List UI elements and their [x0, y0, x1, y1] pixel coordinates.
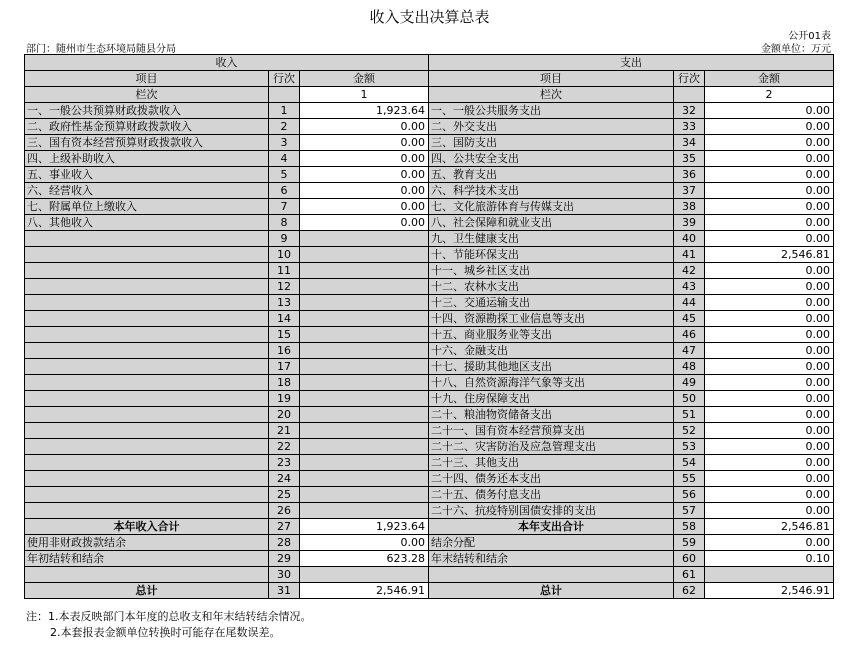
income-row-no: 30: [269, 567, 300, 583]
income-row-no: 2: [269, 119, 300, 135]
expense-amount: 0.00: [705, 423, 834, 439]
table-row: [25, 391, 834, 407]
expense-item: 八、社会保障和就业支出: [429, 215, 674, 231]
table-row: [25, 487, 834, 503]
expense-amount: 0.00: [705, 535, 834, 551]
income-item: [25, 279, 269, 295]
table-row: [25, 183, 834, 199]
column-number-row: [25, 87, 834, 103]
grand-total-expense-row-no: 62: [674, 583, 705, 599]
expense-item: 十九、住房保障支出: [429, 391, 674, 407]
expense-row-no: 61: [674, 567, 705, 583]
income-amount: [300, 439, 429, 455]
expense-item: 二十五、债务付息支出: [429, 487, 674, 503]
expense-amount: 0.00: [705, 215, 834, 231]
expense-item: 十一、城乡社区支出: [429, 263, 674, 279]
expense-row-no: 36: [674, 167, 705, 183]
expense-row-no: 51: [674, 407, 705, 423]
income-item: [25, 455, 269, 471]
income-item: [25, 295, 269, 311]
expense-amount: 0.00: [705, 183, 834, 199]
expense-row-no: 49: [674, 375, 705, 391]
table-row: [25, 103, 834, 119]
table-row: [25, 327, 834, 343]
expense-row-no: 32: [674, 103, 705, 119]
income-row-no: 29: [269, 551, 300, 567]
income-amount: [300, 343, 429, 359]
table-row: [25, 407, 834, 423]
expense-amount: 0.00: [705, 455, 834, 471]
expense-amount: 0.00: [705, 119, 834, 135]
table-row: [25, 231, 834, 247]
income-row-no: 7: [269, 199, 300, 215]
income-item: 七、附属单位上缴收入: [25, 199, 269, 215]
income-row-no: 22: [269, 439, 300, 455]
expense-amount-header: 金额: [705, 71, 834, 87]
expense-row-no: 40: [674, 231, 705, 247]
income-item: [25, 247, 269, 263]
expense-row-no: 50: [674, 391, 705, 407]
income-amount: 0.00: [300, 215, 429, 231]
page-title: 收入支出决算总表: [369, 8, 490, 26]
income-amount: [300, 231, 429, 247]
expense-row-no: 43: [674, 279, 705, 295]
income-item: 一、一般公共预算财政拨款收入: [25, 103, 269, 119]
income-amount: [300, 263, 429, 279]
income-amount: 0.00: [300, 119, 429, 135]
expense-row-no: 45: [674, 311, 705, 327]
income-row-no: 14: [269, 311, 300, 327]
table-row: [25, 455, 834, 471]
expense-item: 二十一、国有资本经营预算支出: [429, 423, 674, 439]
expense-row-no: 48: [674, 359, 705, 375]
income-item: [25, 263, 269, 279]
table-row: [25, 535, 834, 551]
income-row-no: 24: [269, 471, 300, 487]
income-lanci-label: 栏次: [25, 87, 269, 103]
expense-item: 十八、自然资源海洋气象等支出: [429, 375, 674, 391]
expense-row-no: 54: [674, 455, 705, 471]
income-row-no: 21: [269, 423, 300, 439]
expense-lanci-blank: [674, 87, 705, 103]
table-row: [25, 215, 834, 231]
expense-item: 二、外交支出: [429, 119, 674, 135]
expense-amount: 0.00: [705, 327, 834, 343]
income-amount: [300, 407, 429, 423]
expense-amount: 0.00: [705, 279, 834, 295]
income-amount: [300, 487, 429, 503]
income-amount: 0.00: [300, 183, 429, 199]
total-expense-amount: 2,546.81: [705, 519, 834, 535]
income-item: [25, 487, 269, 503]
income-row-no: 25: [269, 487, 300, 503]
expense-row-no: 35: [674, 151, 705, 167]
expense-row-no: 33: [674, 119, 705, 135]
income-amount: [300, 503, 429, 519]
amount-unit-label: 金额单位：万元: [761, 44, 831, 55]
income-amount: [300, 423, 429, 439]
form-number: 公开01表: [788, 31, 831, 42]
income-row-no: 4: [269, 151, 300, 167]
income-amount: [300, 295, 429, 311]
expense-row-no: 38: [674, 199, 705, 215]
income-amount: [300, 567, 429, 583]
grand-total-income-label: 总计: [25, 583, 269, 599]
income-item: 使用非财政拨款结余: [25, 535, 269, 551]
income-amount: [300, 311, 429, 327]
income-row-no: 5: [269, 167, 300, 183]
expense-amount: 0.00: [705, 439, 834, 455]
expense-item: 二十、粮油物资储备支出: [429, 407, 674, 423]
expense-column-number: 2: [705, 87, 834, 103]
expense-amount: 0.00: [705, 487, 834, 503]
table-row: [25, 135, 834, 151]
expense-amount: 0.00: [705, 263, 834, 279]
table-row: [25, 279, 834, 295]
income-row-no: 9: [269, 231, 300, 247]
expense-item: 七、文化旅游体育与传媒支出: [429, 199, 674, 215]
income-item: [25, 343, 269, 359]
income-item: [25, 503, 269, 519]
expense-row-no: 55: [674, 471, 705, 487]
expense-item: 十、节能环保支出: [429, 247, 674, 263]
income-row-no: 23: [269, 455, 300, 471]
table-row: [25, 359, 834, 375]
expense-amount: 0.00: [705, 471, 834, 487]
income-item: [25, 439, 269, 455]
income-amount: [300, 327, 429, 343]
expense-row-no: 42: [674, 263, 705, 279]
expense-item: 十五、商业服务业等支出: [429, 327, 674, 343]
income-amount: [300, 471, 429, 487]
income-amount-header: 金额: [300, 71, 429, 87]
expense-row-no: 56: [674, 487, 705, 503]
expense-row-no: 52: [674, 423, 705, 439]
grand-total-expense-amount: 2,546.91: [705, 583, 834, 599]
table-row: [25, 471, 834, 487]
expense-item: 十七、援助其他地区支出: [429, 359, 674, 375]
grand-total-expense-label: 总计: [429, 583, 674, 599]
expense-lanci-label: 栏次: [429, 87, 674, 103]
footnote-2: 2.本套报表金额单位转换时可能存在尾数误差。: [50, 626, 281, 639]
grand-total-income-amount: 2,546.91: [300, 583, 429, 599]
expense-row-header: 行次: [674, 71, 705, 87]
expense-section-header: 支出: [429, 55, 834, 71]
column-header-row: [25, 71, 834, 87]
expense-item: 年末结转和结余: [429, 551, 674, 567]
expense-amount: 0.00: [705, 295, 834, 311]
income-item: 四、上级补助收入: [25, 151, 269, 167]
income-amount: 1,923.64: [300, 103, 429, 119]
expense-item: 九、卫生健康支出: [429, 231, 674, 247]
income-amount: 0.00: [300, 167, 429, 183]
expense-amount: 0.00: [705, 151, 834, 167]
table-row: [25, 167, 834, 183]
expense-item: [429, 567, 674, 583]
footnote-1: 注：1.本表反映部门本年度的总收支和年末结转结余情况。: [26, 610, 312, 623]
expense-row-no: 60: [674, 551, 705, 567]
annual-total-row: [25, 519, 834, 535]
expense-amount: 2,546.81: [705, 247, 834, 263]
income-amount: [300, 279, 429, 295]
income-row-header: 行次: [269, 71, 300, 87]
expense-item: 结余分配: [429, 535, 674, 551]
table-row: [25, 375, 834, 391]
income-section-header: 收入: [25, 55, 429, 71]
expense-amount: [705, 567, 834, 583]
income-amount: [300, 359, 429, 375]
expense-item: 五、教育支出: [429, 167, 674, 183]
income-amount: [300, 375, 429, 391]
expense-amount: 0.00: [705, 407, 834, 423]
expense-amount: 0.00: [705, 311, 834, 327]
total-income-label: 本年收入合计: [25, 519, 269, 535]
income-row-no: 15: [269, 327, 300, 343]
table-row: [25, 311, 834, 327]
income-row-no: 26: [269, 503, 300, 519]
table-row: [25, 263, 834, 279]
table-row: [25, 551, 834, 567]
total-expense-row-no: 58: [674, 519, 705, 535]
income-amount: [300, 391, 429, 407]
income-item-header: 项目: [25, 71, 269, 87]
expense-item: 三、国防支出: [429, 135, 674, 151]
expense-amount: 0.00: [705, 375, 834, 391]
expense-item: 二十二、灾害防治及应急管理支出: [429, 439, 674, 455]
total-expense-label: 本年支出合计: [429, 519, 674, 535]
expense-row-no: 37: [674, 183, 705, 199]
table-row: [25, 567, 834, 583]
expense-item: 十四、资源勘探工业信息等支出: [429, 311, 674, 327]
income-item: [25, 471, 269, 487]
total-income-row-no: 27: [269, 519, 300, 535]
income-amount: 0.00: [300, 135, 429, 151]
income-item: 五、事业收入: [25, 167, 269, 183]
income-amount: [300, 455, 429, 471]
income-item: 年初结转和结余: [25, 551, 269, 567]
footnotes: [26, 609, 312, 641]
income-item: [25, 391, 269, 407]
expense-item: 六、科学技术支出: [429, 183, 674, 199]
income-row-no: 16: [269, 343, 300, 359]
income-row-no: 12: [269, 279, 300, 295]
income-item: [25, 407, 269, 423]
expense-amount: 0.00: [705, 231, 834, 247]
table-row: [25, 439, 834, 455]
expense-row-no: 39: [674, 215, 705, 231]
section-header-row: [25, 55, 834, 71]
income-item: [25, 231, 269, 247]
expense-item: 二十四、债务还本支出: [429, 471, 674, 487]
expense-amount: 0.00: [705, 103, 834, 119]
income-item: [25, 359, 269, 375]
income-row-no: 20: [269, 407, 300, 423]
expense-item: 一、一般公共服务支出: [429, 103, 674, 119]
income-row-no: 19: [269, 391, 300, 407]
income-row-no: 18: [269, 375, 300, 391]
income-amount: 623.28: [300, 551, 429, 567]
department-label: 部门：随州市生态环境局随县分局: [26, 44, 176, 55]
income-item: [25, 375, 269, 391]
income-amount: 0.00: [300, 151, 429, 167]
table-row: [25, 151, 834, 167]
income-item: 二、政府性基金预算财政拨款收入: [25, 119, 269, 135]
expense-amount: 0.00: [705, 359, 834, 375]
income-item: 三、国有资本经营预算财政拨款收入: [25, 135, 269, 151]
income-row-no: 3: [269, 135, 300, 151]
income-item: 六、经营收入: [25, 183, 269, 199]
income-amount: 0.00: [300, 535, 429, 551]
income-amount: 0.00: [300, 199, 429, 215]
expense-row-no: 59: [674, 535, 705, 551]
income-row-no: 13: [269, 295, 300, 311]
income-row-no: 8: [269, 215, 300, 231]
income-lanci-blank: [269, 87, 300, 103]
expense-amount: 0.00: [705, 199, 834, 215]
expense-row-no: 34: [674, 135, 705, 151]
income-row-no: 1: [269, 103, 300, 119]
table-row: [25, 199, 834, 215]
income-item: [25, 327, 269, 343]
table-row: [25, 343, 834, 359]
income-item: [25, 567, 269, 583]
expense-item: 二十三、其他支出: [429, 455, 674, 471]
expense-row-no: 44: [674, 295, 705, 311]
table-row: [25, 423, 834, 439]
expense-amount: 0.10: [705, 551, 834, 567]
expense-amount: 0.00: [705, 503, 834, 519]
income-expense-table: [24, 54, 834, 599]
income-row-no: 11: [269, 263, 300, 279]
grand-total-income-row-no: 31: [269, 583, 300, 599]
table-row: [25, 119, 834, 135]
expense-item: 十六、金融支出: [429, 343, 674, 359]
income-item: 八、其他收入: [25, 215, 269, 231]
income-item: [25, 423, 269, 439]
grand-total-row: [25, 583, 834, 599]
income-column-number: 1: [300, 87, 429, 103]
expense-amount: 0.00: [705, 391, 834, 407]
income-row-no: 10: [269, 247, 300, 263]
expense-item: 二十六、抗疫特别国债安排的支出: [429, 503, 674, 519]
table-row: [25, 503, 834, 519]
total-income-amount: 1,923.64: [300, 519, 429, 535]
expense-amount: 0.00: [705, 135, 834, 151]
table-row: [25, 295, 834, 311]
expense-row-no: 57: [674, 503, 705, 519]
expense-amount: 0.00: [705, 167, 834, 183]
expense-item: 十三、交通运输支出: [429, 295, 674, 311]
expense-item: 十二、农林水支出: [429, 279, 674, 295]
income-row-no: 6: [269, 183, 300, 199]
income-row-no: 28: [269, 535, 300, 551]
expense-row-no: 47: [674, 343, 705, 359]
income-amount: [300, 247, 429, 263]
expense-amount: 0.00: [705, 343, 834, 359]
expense-row-no: 41: [674, 247, 705, 263]
expense-row-no: 46: [674, 327, 705, 343]
expense-row-no: 53: [674, 439, 705, 455]
table-row: [25, 247, 834, 263]
income-item: [25, 311, 269, 327]
income-row-no: 17: [269, 359, 300, 375]
expense-item-header: 项目: [429, 71, 674, 87]
expense-item: 四、公共安全支出: [429, 151, 674, 167]
